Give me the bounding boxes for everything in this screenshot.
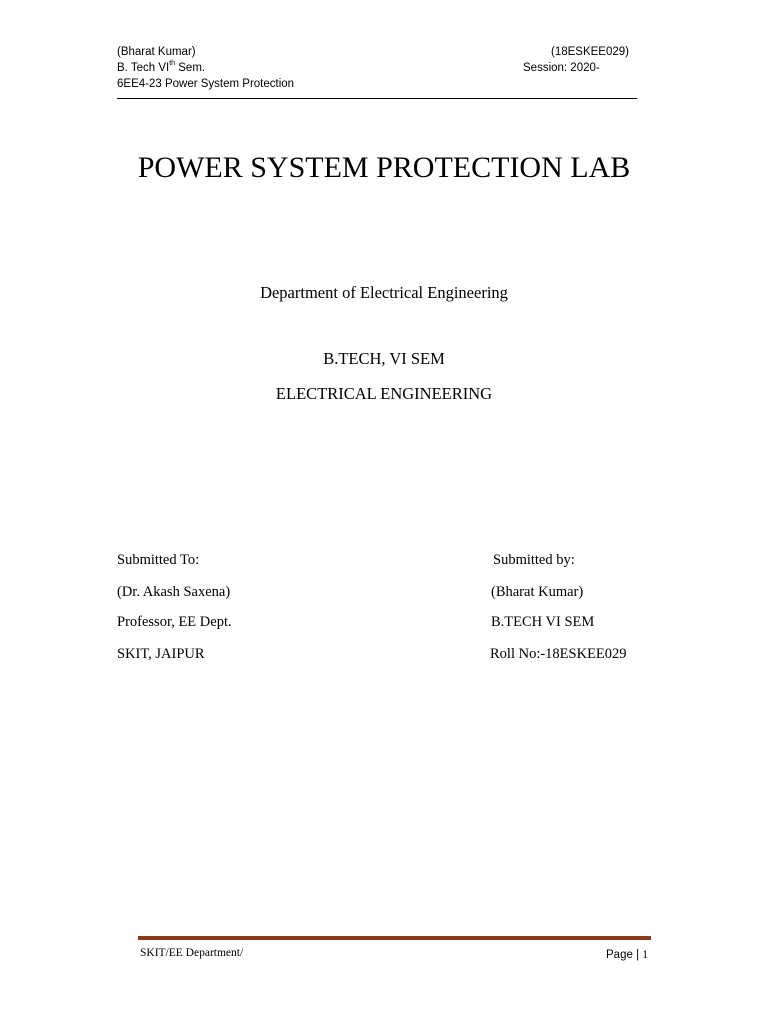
header-course-sup: th	[169, 60, 176, 68]
submitted-to-designation: Professor, EE Dept.	[117, 614, 232, 630]
header-session: Session: 2020-	[523, 62, 600, 74]
branch-heading: ELECTRICAL ENGINEERING	[275, 384, 493, 403]
header-roll-id: (18ESKEE029)	[551, 46, 629, 58]
submitted-by-name: (Bharat Kumar)	[491, 584, 584, 600]
submitted-to-name: (Dr. Akash Saxena)	[117, 584, 231, 600]
page-title: POWER SYSTEM PROTECTION LAB	[137, 151, 631, 184]
program-heading: B.TECH, VI SEM	[323, 349, 445, 368]
submitted-to-institute: SKIT, JAIPUR	[117, 646, 205, 662]
header-subject: 6EE4-23 Power System Protection	[117, 78, 295, 90]
header-divider	[117, 98, 637, 99]
department-heading: Department of Electrical Engineering	[260, 283, 508, 302]
header-course	[117, 61, 205, 75]
footer-department: SKIT/EE Department/	[140, 947, 244, 959]
footer-page	[606, 948, 648, 962]
submitted-by-label: Submitted by:	[493, 552, 575, 568]
submitted-by-program: B.TECH VI SEM	[491, 614, 595, 630]
footer-page-label: Page	[606, 949, 633, 961]
footer-page-separator: |	[636, 949, 640, 961]
footer-page-number: 1	[642, 949, 649, 961]
header-author: (Bharat Kumar)	[117, 46, 196, 58]
header-course-suffix: Sem.	[175, 62, 206, 74]
submitted-by-roll-no: Roll No:-18ESKEE029	[490, 646, 627, 662]
footer-divider	[138, 936, 651, 940]
submitted-to-label: Submitted To:	[117, 552, 200, 568]
header-course-prefix: B. Tech VI	[117, 62, 170, 74]
